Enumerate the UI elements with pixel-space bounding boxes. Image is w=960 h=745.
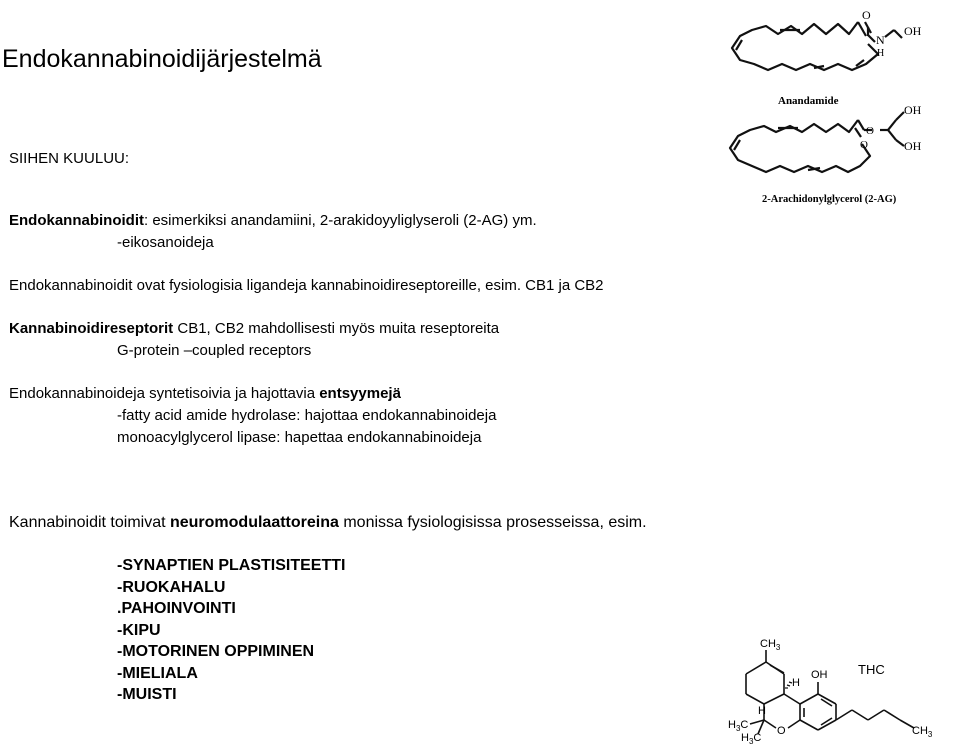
list-item: .PAHOINVOINTI: [117, 600, 236, 617]
twoag-hydroxyl-bottom: OH: [904, 139, 922, 153]
term-endocannabinoids: Endokannabinoidit: [9, 212, 144, 229]
term-neuromodulators: neuromodulaattoreina: [169, 514, 339, 531]
thc-methyl-left-2-c: C: [753, 732, 762, 744]
thc-methyl-top-subscript: 3: [775, 643, 781, 652]
thc-hash-bond: [785, 682, 792, 688]
anandamide-caption: Anandamide: [778, 95, 839, 107]
thc-label: THC: [858, 662, 885, 677]
anandamide-nitrogen: N: [876, 33, 885, 47]
list-item: -RUOKAHALU: [117, 578, 226, 596]
thc-methyl-left-2: [741, 732, 761, 745]
thc-methyl-right-subscript: 3: [927, 730, 933, 739]
twoag-caption: 2-Arachidonylglycerol (2-AG): [762, 194, 897, 205]
thc-methyl-left-2-h: H: [741, 732, 749, 744]
thc-hydrogen-mid: H: [792, 677, 800, 689]
paragraph-enzymes: [9, 385, 401, 403]
twoag-oxygen-carbonyl: O: [860, 139, 868, 151]
paragraph-receptors: [9, 320, 499, 338]
paragraph-enzymes-sub1: -fatty acid amide hydrolase: hajottaa endokannabinoideja: [117, 407, 497, 424]
list-item: -MUISTI: [117, 686, 177, 703]
thc-methyl-top-text: CH: [760, 638, 776, 650]
page-title: Endokannabinoidijärjestelmä: [2, 45, 322, 73]
twoag-hydroxyl-top: OH: [904, 103, 922, 117]
neuromodulators-pre: Kannabinoidit toimivat: [9, 514, 170, 531]
list-item: -MOTORINEN OPPIMINEN: [117, 643, 315, 660]
list-item: -SYNAPTIEN PLASTISITEETTI: [117, 557, 346, 574]
paragraph-endocannabinoids-sub: -eikosanoideja: [117, 234, 214, 251]
thc-methyl-left-1-subscript: 3: [735, 724, 741, 733]
paragraph-enzymes-sub2: monoacylglycerol lipase: hapettaa endokannabinoideja: [117, 429, 482, 446]
list-item: -MIELIALA: [117, 664, 198, 682]
neuromodulators-post: monissa fysiologisissa prosesseissa, esim.: [338, 514, 647, 531]
section-heading: SIIHEN KUULUU:: [9, 150, 130, 167]
thc-methyl-right-text: CH: [912, 725, 928, 737]
thc-methyl-left-2-subscript: 3: [748, 737, 754, 745]
term-enzymes: entsyymejä: [319, 385, 401, 402]
thc-methyl-right: [912, 725, 933, 739]
thc-oxygen: O: [777, 725, 786, 737]
process-list: [117, 555, 345, 706]
thc-hydrogen-low: H: [758, 705, 766, 717]
thc-methyl-left-1: [728, 719, 748, 733]
anandamide-structure: [718, 0, 960, 110]
twoag-oxygen-ester: O: [866, 125, 874, 137]
list-item: -KIPU: [117, 621, 161, 639]
thc-methyl-top: [760, 638, 781, 652]
thc-methyl-left-1-c: C: [740, 719, 749, 731]
twoag-structure: [718, 100, 960, 210]
thc-bonds: [746, 650, 914, 734]
twoag-bonds: [730, 112, 904, 172]
endocannabinoids-text: : esimerkiksi anandamiini, 2-arakidoyyliglyseroli (2-AG) ym.: [144, 212, 537, 229]
term-receptors: Kannabinoidireseptorit: [9, 320, 174, 337]
paragraph-neuromodulators: [9, 514, 647, 532]
enzymes-text: Endokannabinoideja syntetisoivia ja hajottavia: [9, 385, 320, 402]
paragraph-endocannabinoids: [9, 212, 537, 230]
anandamide-hydroxyl: OH: [904, 24, 922, 38]
paragraph-ligands: Endokannabinoidit ovat fysiologisia ligandeja kannabinoidireseptoreille, esim. CB1 ja CB2: [9, 277, 604, 294]
anandamide-hydrogen: H: [877, 48, 885, 59]
thc-methyl-left-1-h: H: [728, 719, 736, 731]
thc-structure: [718, 628, 958, 745]
receptors-text: CB1, CB2 mahdollisesti myös muita reseptoreita: [173, 320, 500, 337]
paragraph-receptors-sub: G-protein –coupled receptors: [117, 342, 312, 359]
anandamide-oxygen: O: [862, 8, 871, 22]
thc-hydroxyl: OH: [811, 669, 828, 681]
